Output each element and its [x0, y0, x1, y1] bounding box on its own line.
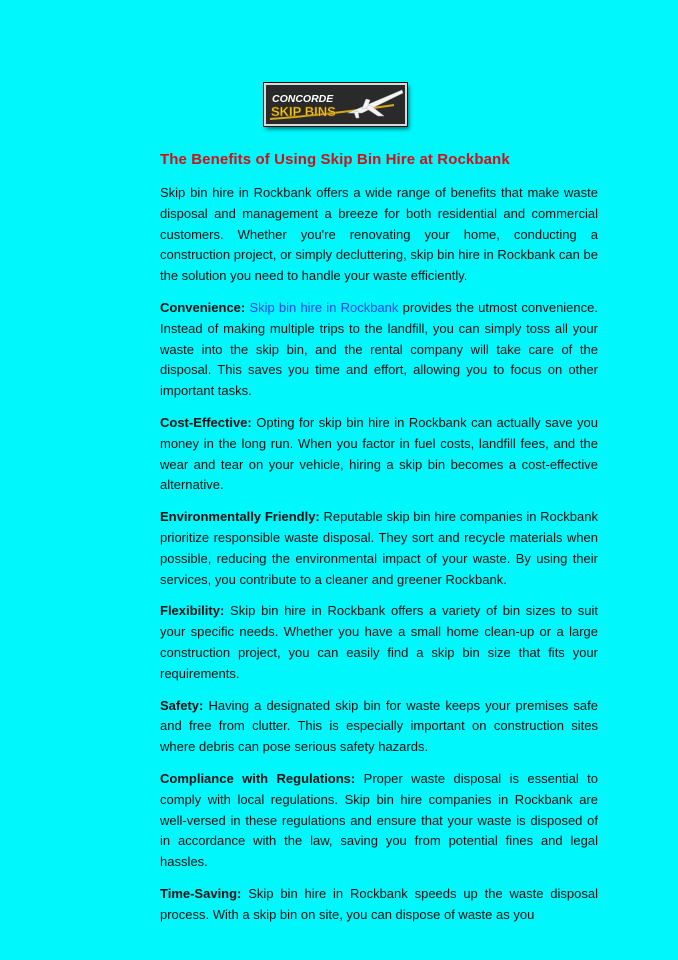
convenience-text: provides the utmost convenience. Instead of making multiple trips to the landfill, you can simply toss all your waste into the skip bin, and the rental company will take care of the disposal. This saves you time and effort, allowing you to focus on other important tasks.: [160, 299, 598, 399]
time-saving-text: Skip bin hire in Rockbank speeds up the waste disposal process. With a skip bin on site, you can dispose of waste as you: [160, 885, 598, 922]
compliance-text: Proper waste disposal is essential to comply with local regulations. Skip bin hire companies in Rockbank are well-versed in these regulations and ensure that your waste is disposed of in accordance with the law, saving you from potential fines and legal hassles.: [160, 770, 598, 870]
skip-bin-hire-link[interactable]: Skip bin hire in Rockbank: [249, 299, 399, 315]
intro-paragraph: Skip bin hire in Rockbank offers a wide range of benefits that make waste disposal and management a breeze for both residential and commercial customers. Whether you're renovating your home, conducting a construction project, or simply decluttering, skip bin hire in Rockbank can be the solution you need to handle your waste efficiently.: [160, 185, 598, 284]
safety-text: Having a designated skip bin for waste keeps your premises safe and free from clutter. This is especially important on construction sites where debris can pose serious safety hazards.: [160, 697, 598, 755]
compliance-paragraph: [160, 769, 598, 873]
environment-text: Reputable skip bin hire companies in Rockbank prioritize responsible waste disposal. They sort and recycle materials when possible, reducing the environmental impact of your waste. By using their services, you contribute to a cleaner and greener Rockbank.: [160, 509, 598, 587]
logo-text-skip-bins: SKIP BINS: [271, 104, 336, 119]
safety-paragraph: [160, 696, 598, 758]
concorde-logo-graphic: [266, 85, 405, 124]
company-logo: [264, 83, 407, 126]
flexibility-paragraph: [160, 601, 598, 684]
cost-effective-paragraph: [160, 413, 598, 496]
flexibility-text: Skip bin hire in Rockbank offers a variety of bin sizes to suit your specific needs. Whether you have a small home clean-up or a large construction project, you can easily find a skip bin size that fits your requirements.: [160, 603, 598, 681]
environment-paragraph: [160, 507, 598, 590]
time-saving-paragraph: [160, 884, 598, 926]
flexibility-label: Flexibility:: [160, 603, 225, 619]
environment-label: Environmentally Friendly:: [160, 509, 320, 525]
article-body: [160, 148, 598, 937]
safety-label: Safety:: [160, 697, 204, 713]
cost-effective-label: Cost-Effective:: [160, 414, 252, 430]
time-saving-label: Time-Saving:: [160, 885, 242, 901]
compliance-label: Compliance with Regulations:: [160, 770, 356, 786]
convenience-paragraph: [160, 298, 598, 402]
convenience-label: Convenience:: [160, 299, 246, 315]
logo-text-concorde: CONCORDE: [272, 93, 334, 105]
article-title: The Benefits of Using Skip Bin Hire at Rockbank: [160, 151, 510, 168]
cost-effective-text: Opting for skip bin hire in Rockbank can actually save you money in the long run. When you factor in fuel costs, landfill fees, and the wear and tear on your vehicle, hiring a skip bin becomes a cost-effective alternative.: [160, 414, 598, 493]
